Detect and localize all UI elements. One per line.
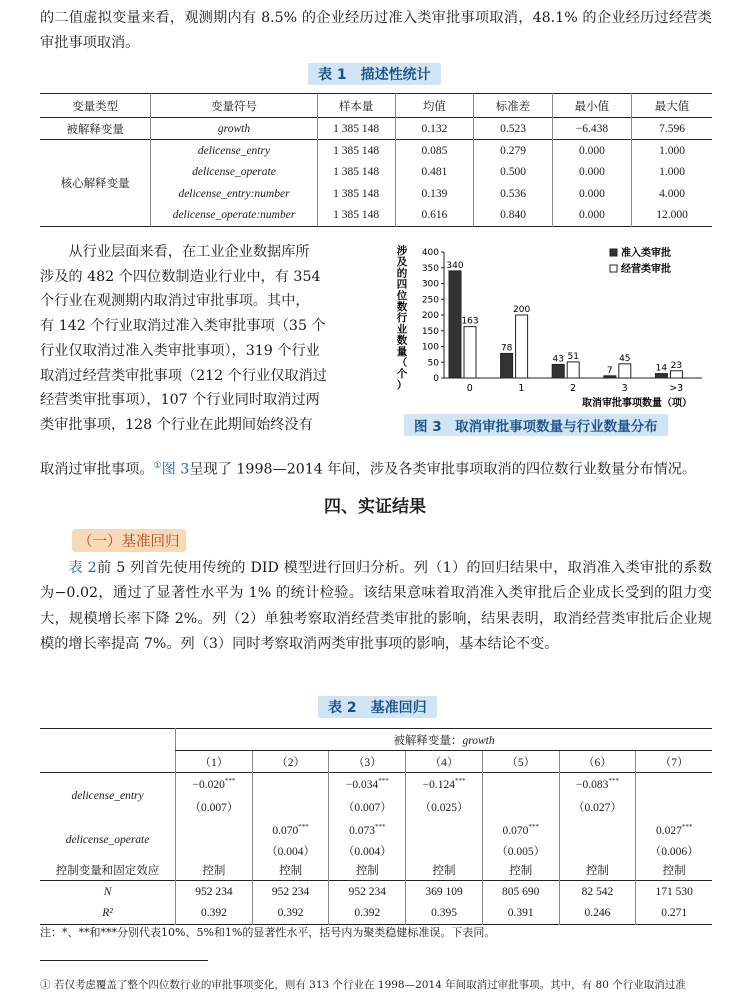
chart-xlabel: 取消审批事项数量（项） [582, 398, 692, 409]
coef: 0.070 [502, 824, 529, 837]
table1-caption: 表 1 描述性统计 [308, 63, 441, 85]
empty-cell [40, 729, 176, 751]
cell: 控制 [329, 861, 406, 881]
paragraph-industry-tail [40, 454, 712, 482]
column-header: （7） [636, 751, 712, 773]
cell: 171 530 [636, 881, 712, 903]
stars: *** [298, 822, 309, 831]
coef-cell [252, 773, 329, 796]
stars: *** [224, 777, 236, 786]
stars: *** [608, 777, 619, 786]
coef-cell [559, 819, 636, 841]
ylabel-glyph: ） [396, 379, 408, 392]
se-cell: （0.007） [176, 796, 253, 819]
figure3-chart [392, 244, 722, 414]
ylabel-glyph: 位 [396, 289, 408, 302]
coef-cell [636, 773, 712, 796]
coef: −0.124 [422, 779, 455, 792]
text-line: 从行业层面来看，在工业企业数据库所 [68, 244, 310, 260]
figure-ref-link[interactable]: 图 3 [161, 461, 190, 478]
ylabel-glyph: 涉 [396, 245, 408, 257]
text-line: 取消过经营类审批事项（212 个行业仅取消过 [40, 367, 327, 384]
coef: −0.034 [345, 779, 379, 792]
paragraph-baseline [40, 556, 712, 657]
cell: 0.000 [552, 162, 631, 183]
y-tick-label: 250 [421, 295, 439, 306]
stars: *** [681, 822, 693, 831]
legend-label: 经营类审批 [621, 264, 671, 275]
se-cell [482, 796, 559, 819]
se-cell: （0.006） [636, 841, 712, 861]
stars: *** [528, 822, 539, 831]
cell: 82 542 [559, 881, 636, 903]
se-cell: （0.007） [329, 796, 406, 819]
r2-row [40, 903, 712, 925]
y-tick-label: 300 [421, 279, 439, 290]
x-tick-label: 0 [466, 383, 473, 394]
legend-label: 准入类审批 [621, 248, 671, 259]
se-cell: （0.027） [559, 796, 636, 819]
ylabel-glyph: 量 [396, 345, 408, 358]
cell: 0.392 [329, 903, 406, 925]
legend-swatch [610, 265, 617, 272]
operate-coef-row [40, 819, 712, 841]
cell: 0.536 [474, 183, 553, 205]
cell: 0.840 [474, 205, 553, 227]
column-header: （3） [329, 751, 406, 773]
cell: 1 385 148 [317, 205, 395, 227]
cell: 0.139 [395, 183, 474, 205]
cell: 控制 [406, 861, 483, 881]
cell: 控制 [636, 861, 712, 881]
footnote: ① 若仅考虑覆盖了整个四位数行业的审批事项变化，则有 313 个行业在 1998—2014 年间取消过审批事项。其中，有 80 个行业取消过准 [40, 979, 686, 991]
legend-swatch [610, 249, 617, 256]
cell: 1 385 148 [317, 162, 395, 183]
x-tick-label: 1 [518, 383, 525, 394]
coef-cell [559, 773, 636, 796]
cell: 0.616 [395, 205, 474, 227]
cell: 0.132 [395, 118, 474, 140]
se-cell [559, 841, 636, 861]
coef: −0.020 [192, 779, 225, 792]
bar-entry [501, 353, 513, 378]
se-cell [406, 841, 483, 861]
x-tick-label: >3 [669, 383, 684, 394]
footnote-rule [40, 960, 208, 961]
controls-row [40, 861, 712, 881]
cell: 952 234 [329, 881, 406, 903]
stars: *** [378, 777, 389, 786]
variable-symbol: delicense_entry:number [151, 183, 317, 205]
se-cell: （0.005） [482, 841, 559, 861]
bar-value-label: 340 [446, 260, 464, 271]
footnote-marker[interactable]: ① [153, 461, 162, 471]
coef-cell [482, 773, 559, 796]
table2-col-row [40, 751, 712, 773]
cell: 0.392 [176, 903, 253, 925]
variable-symbol: delicense_operate [151, 162, 317, 183]
se-cell: （0.004） [252, 841, 329, 861]
cell: 0.279 [474, 140, 553, 162]
x-tick-label: 3 [621, 383, 628, 394]
table2 [40, 728, 712, 925]
bar-operate [567, 362, 579, 378]
cell: 1 385 148 [317, 183, 395, 205]
coef: 0.027 [655, 824, 682, 837]
table-ref-link[interactable]: 表 2 [68, 560, 97, 576]
paragraph-industry [40, 240, 366, 438]
se-cell [636, 796, 712, 819]
bar-operate [516, 315, 528, 378]
bar-value-label: 43 [552, 354, 564, 365]
coef-cell [482, 819, 559, 841]
table2-dep-row [40, 729, 712, 751]
bar-entry [604, 376, 616, 378]
table1-header: 最小值 [552, 94, 631, 118]
cell: 1.000 [632, 140, 713, 162]
coef-cell [406, 773, 483, 796]
se-cell [176, 841, 253, 861]
variable-type: 被解释变量 [66, 123, 124, 136]
coef: 0.070 [272, 824, 299, 837]
n-row [40, 881, 712, 903]
table1-header: 变量类型 [72, 100, 119, 113]
column-header: （6） [559, 751, 636, 773]
coef-cell [176, 773, 253, 796]
cell: 0.523 [474, 118, 553, 140]
se-cell: （0.004） [329, 841, 406, 861]
ylabel-glyph: （ [396, 357, 408, 369]
cell: 952 234 [252, 881, 329, 903]
bar-entry [655, 374, 667, 378]
figure3-caption: 图 3 取消审批事项数量与行业数量分布 [404, 414, 668, 436]
empty-cell [40, 751, 176, 773]
cell: 1.000 [632, 162, 713, 183]
variable-symbol: growth [151, 118, 317, 140]
bar-value-label: 7 [606, 365, 613, 376]
dep-var-symbol: growth [462, 734, 495, 747]
subsection-title: （一）基准回归 [72, 529, 186, 552]
coef-cell [406, 819, 483, 841]
table1 [40, 93, 712, 227]
bar-value-label: 200 [513, 305, 531, 315]
text: 取消过审批事项。 [40, 461, 154, 478]
bar-operate [464, 327, 476, 378]
column-header: （1） [176, 751, 253, 773]
cell: 1 385 148 [317, 140, 395, 162]
coef-cell [329, 819, 406, 841]
row-label: N [103, 885, 112, 898]
variable-symbol: delicense_entry [151, 140, 317, 162]
table1-row [40, 140, 712, 162]
column-header: （4） [406, 751, 483, 773]
variable-symbol: delicense_operate:number [151, 205, 317, 227]
text-line: 涉及的 482 个四位数制造业行业中，有 354 [40, 268, 321, 285]
cell: −6.438 [552, 118, 631, 140]
bar-value-label: 51 [567, 351, 579, 362]
text-line: 类审批事项，128 个行业在此期间始终没有 [40, 416, 313, 433]
cell: 1 385 148 [317, 118, 395, 140]
text: 呈现了 1998—2014 年间，涉及各类审批事项取消的四位数行业数量分布情况。 [189, 461, 697, 478]
cell: 0.271 [636, 903, 712, 925]
y-tick-label: 50 [427, 358, 439, 369]
y-tick-label: 0 [433, 374, 439, 384]
y-tick-label: 200 [421, 311, 439, 321]
cell: 0.391 [482, 903, 559, 925]
table1-header: 最大值 [632, 94, 713, 118]
cell: 0.395 [406, 903, 483, 925]
cell: 0.481 [395, 162, 474, 183]
dep-var-header [176, 729, 712, 751]
bar-value-label: 163 [461, 316, 479, 327]
text-line: 个行业在观测期内取消过审批事项。其中， [40, 293, 310, 310]
coef-cell [329, 773, 406, 796]
bar-entry [449, 271, 461, 378]
table1-header: 变量符号 [151, 94, 317, 118]
cell: 805 690 [482, 881, 559, 903]
ylabel-glyph: 个 [396, 368, 408, 381]
cell: 369 109 [406, 881, 483, 903]
coef-cell [636, 819, 712, 841]
bar-value-label: 23 [670, 360, 683, 371]
ylabel-glyph: 行 [396, 312, 408, 325]
column-header: （2） [252, 751, 329, 773]
bar-value-label: 45 [619, 353, 631, 364]
cell: 控制 [252, 861, 329, 881]
row-label: R² [102, 907, 113, 920]
cell: 0.392 [252, 903, 329, 925]
cell: 12.000 [632, 205, 713, 227]
cell: 7.596 [632, 118, 713, 140]
bar-entry [552, 364, 564, 378]
variable-type: 核心解释变量 [60, 178, 130, 190]
se-cell: （0.025） [406, 796, 483, 819]
se-cell [252, 796, 329, 819]
table1-header-row [40, 94, 712, 118]
table2-note: 注：*、**和***分别代表10%、5%和1%的显著性水平，括号内为聚类稳健标准误。下表同。 [40, 926, 496, 939]
stars: *** [454, 777, 466, 786]
text-line: 有 142 个行业取消过准入类审批事项（35 个 [40, 318, 326, 335]
row-label: delicense_operate [65, 833, 150, 846]
table1-row [40, 118, 712, 140]
coef-cell [176, 819, 253, 841]
x-tick-label: 2 [569, 383, 577, 394]
ylabel-glyph: 的 [396, 267, 408, 280]
row-label: delicense_entry [71, 789, 144, 802]
text: 被解释变量： [393, 734, 463, 747]
y-tick-label: 350 [421, 263, 439, 274]
cell: 控制 [176, 861, 253, 881]
cell: 0.500 [474, 162, 553, 183]
ylabel-glyph: 及 [396, 256, 408, 269]
column-header: （5） [482, 751, 559, 773]
text: 前 5 列首先使用传统的 DID 模型进行回归分析。列（1）的回归结果中，取消准入类审批的系数为−0.02，通过了显著性水平为 1% 的统计检验。该结果意味着取消准入类审批后企业成长受到的阻力变大，规模增长率下降 2%。列（2）单独考察取消经营类审批的影响，结果表明，取消经营类审批后企业规模的增长率提高 7%。列（3）同时考察取消两类审批事项的影响，基本结论不变。 [40, 560, 712, 652]
ylabel-glyph: 四 [396, 278, 408, 291]
text-line: 经营类审批事项），107 个行业同时取消过两 [40, 392, 320, 409]
cell: 952 234 [176, 881, 253, 903]
cell: 0.000 [552, 140, 631, 162]
table1-header: 均值 [395, 94, 474, 118]
bar-operate [670, 371, 682, 378]
section-title: 四、实证结果 [324, 497, 426, 517]
chart-ylabel [396, 244, 408, 391]
table1-header: 标准差 [474, 94, 553, 118]
bar-value-label: 78 [500, 343, 513, 354]
cell: 4.000 [632, 183, 713, 205]
coef-cell [252, 819, 329, 841]
intro-paragraph: 的二值虚拟变量来看，观测期内有 8.5% 的企业经历过准入类审批事项取消，48.1% 的企业经历过经营类审批事项取消。 [40, 10, 712, 51]
ylabel-glyph: 数 [396, 334, 408, 347]
stars: *** [375, 822, 386, 831]
coef: −0.083 [575, 779, 609, 792]
y-tick-label: 150 [421, 326, 439, 337]
text-line: 行业仅取消过准入类审批事项），319 个行业 [40, 342, 320, 359]
cell: 0.246 [559, 903, 636, 925]
cell: 0.085 [395, 140, 474, 162]
cell: 控制 [482, 861, 559, 881]
cell: 0.000 [552, 183, 631, 205]
table2-caption: 表 2 基准回归 [318, 696, 437, 718]
bar-operate [619, 364, 631, 378]
bar-value-label: 14 [655, 363, 668, 374]
ylabel-glyph: 业 [396, 323, 408, 336]
y-tick-label: 400 [421, 248, 439, 258]
cell: 控制 [559, 861, 636, 881]
y-tick-label: 100 [421, 342, 439, 353]
ylabel-glyph: 数 [396, 301, 408, 313]
coef: 0.073 [349, 824, 375, 837]
entry-coef-row [40, 773, 712, 796]
cell: 0.000 [552, 205, 631, 227]
row-label: 控制变量和固定效应 [55, 865, 160, 878]
table1-header: 样本量 [317, 94, 395, 118]
